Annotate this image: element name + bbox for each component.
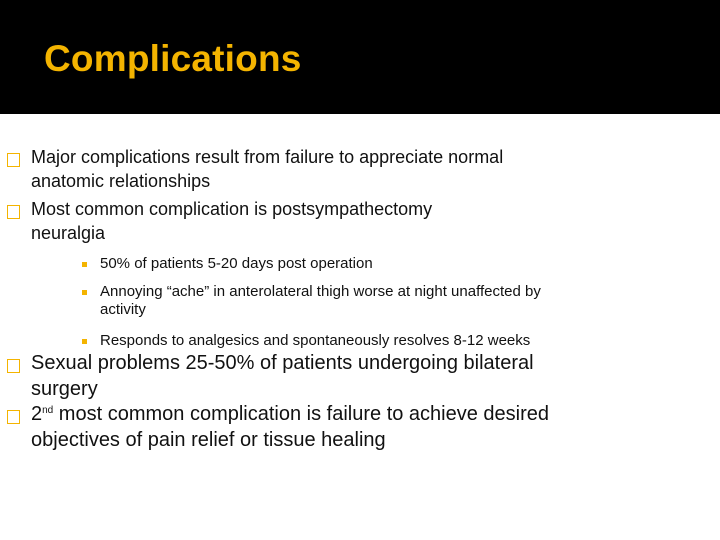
sub-bullet-line: Annoying “ache” in anterolateral thigh worse at night unaffected by xyxy=(100,283,541,300)
square-bullet-icon xyxy=(82,262,87,267)
bullet-line xyxy=(31,404,549,430)
title-band xyxy=(0,0,720,112)
bullet-text-4 xyxy=(31,404,549,456)
bullet-text-2 xyxy=(31,200,432,248)
bullet-text-1 xyxy=(31,148,503,196)
checkbox-bullet-icon xyxy=(7,153,20,167)
checkbox-bullet-icon xyxy=(7,359,20,373)
bullet-line-rest: most common complication is failure to achieve desired xyxy=(53,403,550,425)
sub-bullet-line: activity xyxy=(100,301,146,318)
square-bullet-icon xyxy=(82,290,87,295)
bullet-line: objectives of pain relief or tissue healing xyxy=(31,429,386,451)
bullet-line: neuralgia xyxy=(31,223,106,243)
bullet-line: surgery xyxy=(31,378,98,400)
sub-bullet-line: 50% of patients 5-20 days post operation xyxy=(100,255,373,272)
bullet-line: anatomic relationships xyxy=(31,171,211,191)
bullet-line: Most common complication is postsympathectomy xyxy=(31,199,433,219)
ordinal-number: 2 xyxy=(31,403,43,425)
ordinal-suffix: nd xyxy=(42,405,54,416)
sub-bullet-text-1 xyxy=(100,256,373,274)
bullet-line: Sexual problems 25-50% of patients undergoing bilateral xyxy=(31,352,534,374)
square-bullet-icon xyxy=(82,339,87,344)
checkbox-bullet-icon xyxy=(7,410,20,424)
sub-bullet-text-3 xyxy=(100,333,530,351)
sub-bullet-line: Responds to analgesics and spontaneously resolves 8-12 weeks xyxy=(100,332,531,349)
sub-bullet-text-2 xyxy=(100,284,541,320)
bullet-text-3 xyxy=(31,353,534,405)
slide-title: Complications xyxy=(44,38,302,79)
bullet-line: Major complications result from failure to appreciate normal xyxy=(31,147,504,167)
checkbox-bullet-icon xyxy=(7,205,20,219)
